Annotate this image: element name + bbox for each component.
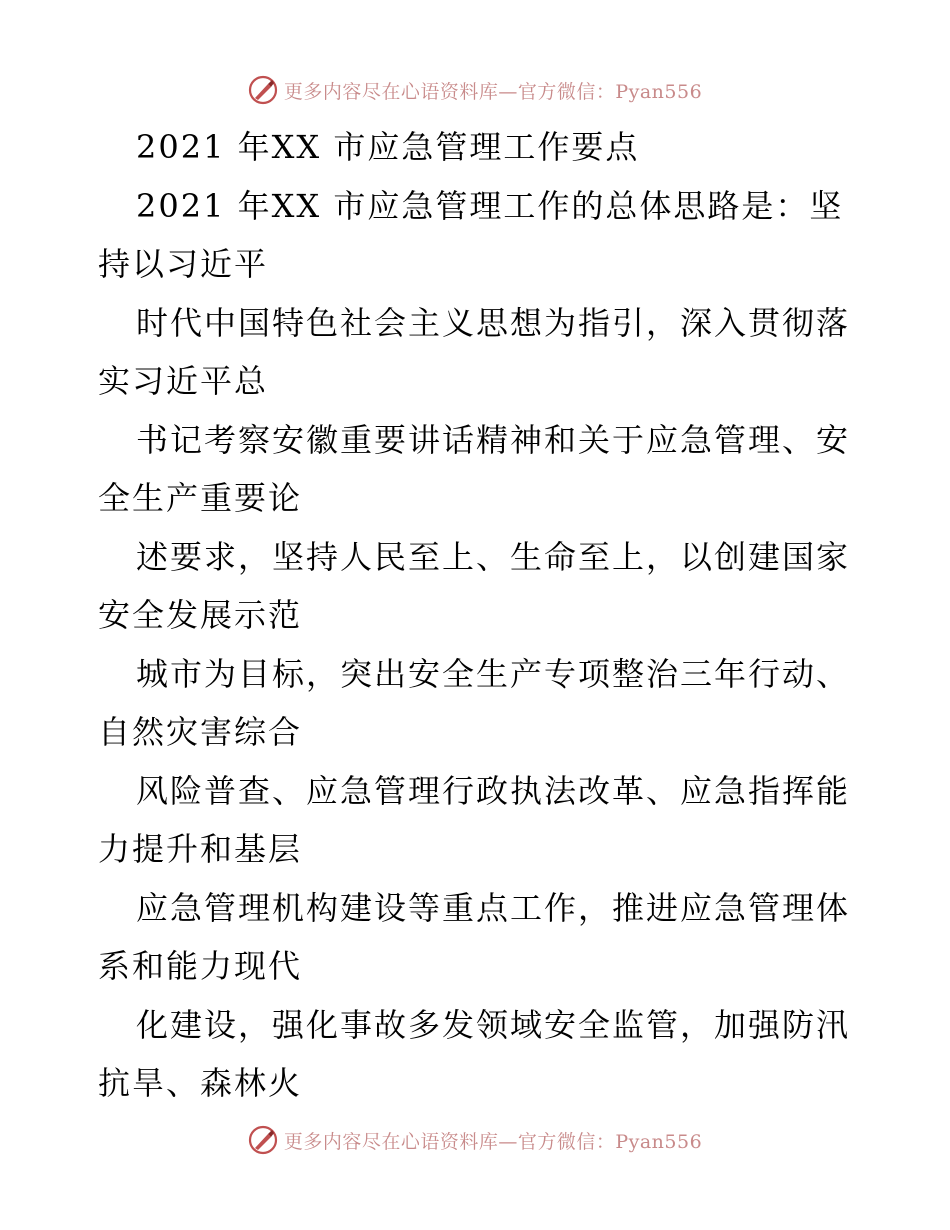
- text-line: 系和能力现代: [98, 947, 303, 985]
- header-watermark-banner: [0, 70, 950, 110]
- document-title: 2021 年XX 市应急管理工作要点: [136, 128, 640, 166]
- text-line: 2021 年XX 市应急管理工作的总体思路是：坚: [136, 186, 844, 225]
- text-line: 全生产重要论: [98, 479, 303, 517]
- text-line: 风险普查、应急管理行政执法改革、应急指挥能: [136, 771, 851, 810]
- pen-logo-icon: [248, 75, 278, 105]
- text-line: 应急管理机构建设等重点工作，推进应急管理体: [136, 888, 851, 927]
- text-line: 书记考察安徽重要讲话精神和关于应急管理、安: [136, 420, 851, 459]
- text-line: 抗旱、森林火: [98, 1064, 303, 1102]
- text-line: 实习近平总: [98, 362, 269, 400]
- document-body: [98, 118, 858, 1113]
- text-line: 城市为目标，突出安全生产专项整治三年行动、: [136, 654, 851, 693]
- text-line: 时代中国特色社会主义思想为指引，深入贯彻落: [136, 303, 851, 342]
- pen-logo-icon: [248, 1125, 278, 1155]
- text-line: 持以习近平: [98, 245, 269, 283]
- text-line: 安全发展示范: [98, 596, 303, 634]
- text-line: 化建设，强化事故多发领域安全监管，加强防汛: [136, 1005, 851, 1044]
- text-line: 自然灾害综合: [98, 713, 303, 751]
- footer-watermark-banner: [0, 1120, 950, 1160]
- watermark-text: 更多内容尽在心语资料库—官方微信：Pyan556: [283, 1130, 703, 1153]
- watermark-text: 更多内容尽在心语资料库—官方微信：Pyan556: [283, 80, 703, 103]
- text-line: 力提升和基层: [98, 830, 303, 868]
- text-line: 述要求，坚持人民至上、生命至上，以创建国家: [136, 537, 851, 576]
